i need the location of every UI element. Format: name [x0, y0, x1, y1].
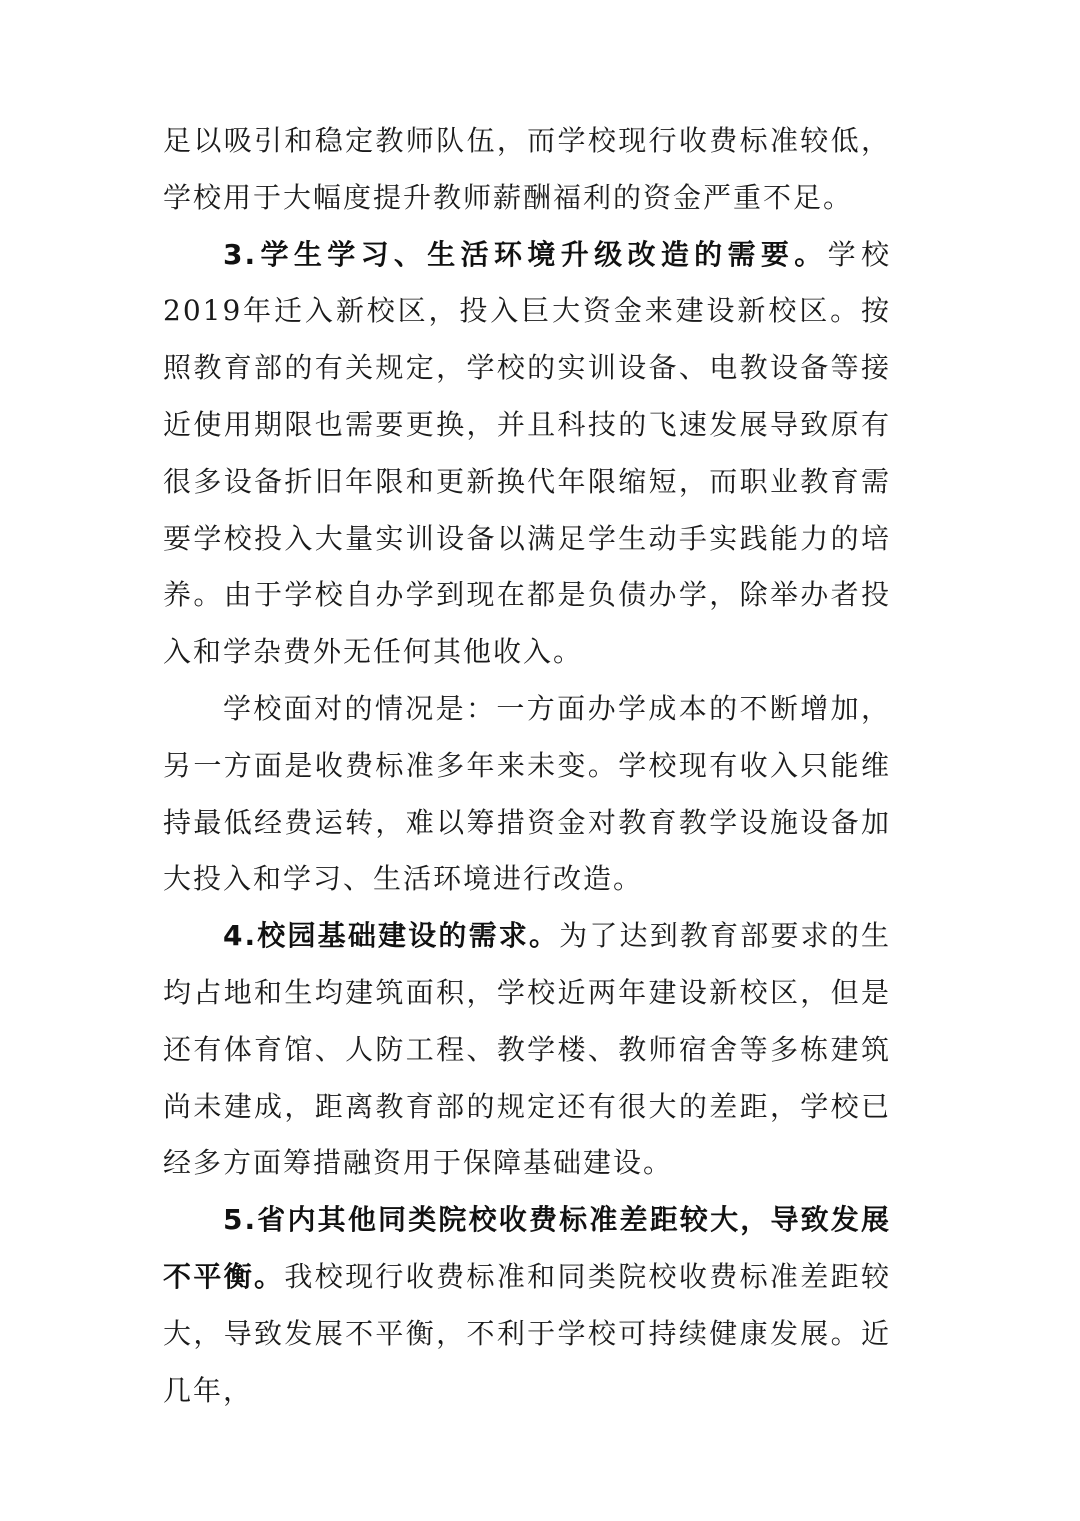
paragraph-text: 我校现行收费标准和同类院校收费标准差距较大，导致发展不平衡，不利于学校可持续健康发展。近几年， [163, 1259, 891, 1407]
document-body [163, 113, 891, 1419]
paragraph-heading: 4.校园基础建设的需求。 [223, 919, 560, 953]
paragraph-text: 为了达到教育部要求的生均占地和生均建筑面积，学校近两年建设新校区，但是还有体育馆、人防工程、教学楼、教师宿舍等多栋建筑尚未建成，距离教育部的规定还有很大的差距，学校已经多方面筹措融资用于保障基础建设。 [163, 919, 891, 1180]
paragraph-heading: 5.省内其他同类院校收费标准差距较大，导致发展不平衡。 [163, 1203, 891, 1293]
paragraph-heading: 3.学生学习、生活环境升级改造的需要。 [223, 237, 828, 271]
paragraph-text: 足以吸引和稳定教师队伍，而学校现行收费标准较低，学校用于大幅度提升教师薪酬福利的资金严重不足。 [163, 124, 891, 214]
paragraph-item-5 [163, 1192, 891, 1419]
paragraph-text: 学校2019年迁入新校区，投入巨大资金来建设新校区。按照教育部的有关规定，学校的实训设备、电教设备等接近使用期限也需要更换，并且科技的飞速发展导致原有很多设备折旧年限和更新换代年限缩短，而职业教育需要学校投入大量实训设备以满足学生动手实践能力的培养。由于学校自办学到现在都是负债办学，除举办者投入和学杂费外无任何其他收入。 [163, 237, 891, 669]
paragraph-item-4 [163, 908, 891, 1192]
paragraph-text: 学校面对的情况是：一方面办学成本的不断增加，另一方面是收费标准多年来未变。学校现有收入只能维持最低经费运转，难以筹措资金对教育教学设施设备加大投入和学习、生活环境进行改造。 [163, 691, 891, 896]
paragraph-situation [163, 681, 891, 908]
paragraph-item-3 [163, 227, 891, 681]
paragraph-continuation [163, 113, 891, 227]
